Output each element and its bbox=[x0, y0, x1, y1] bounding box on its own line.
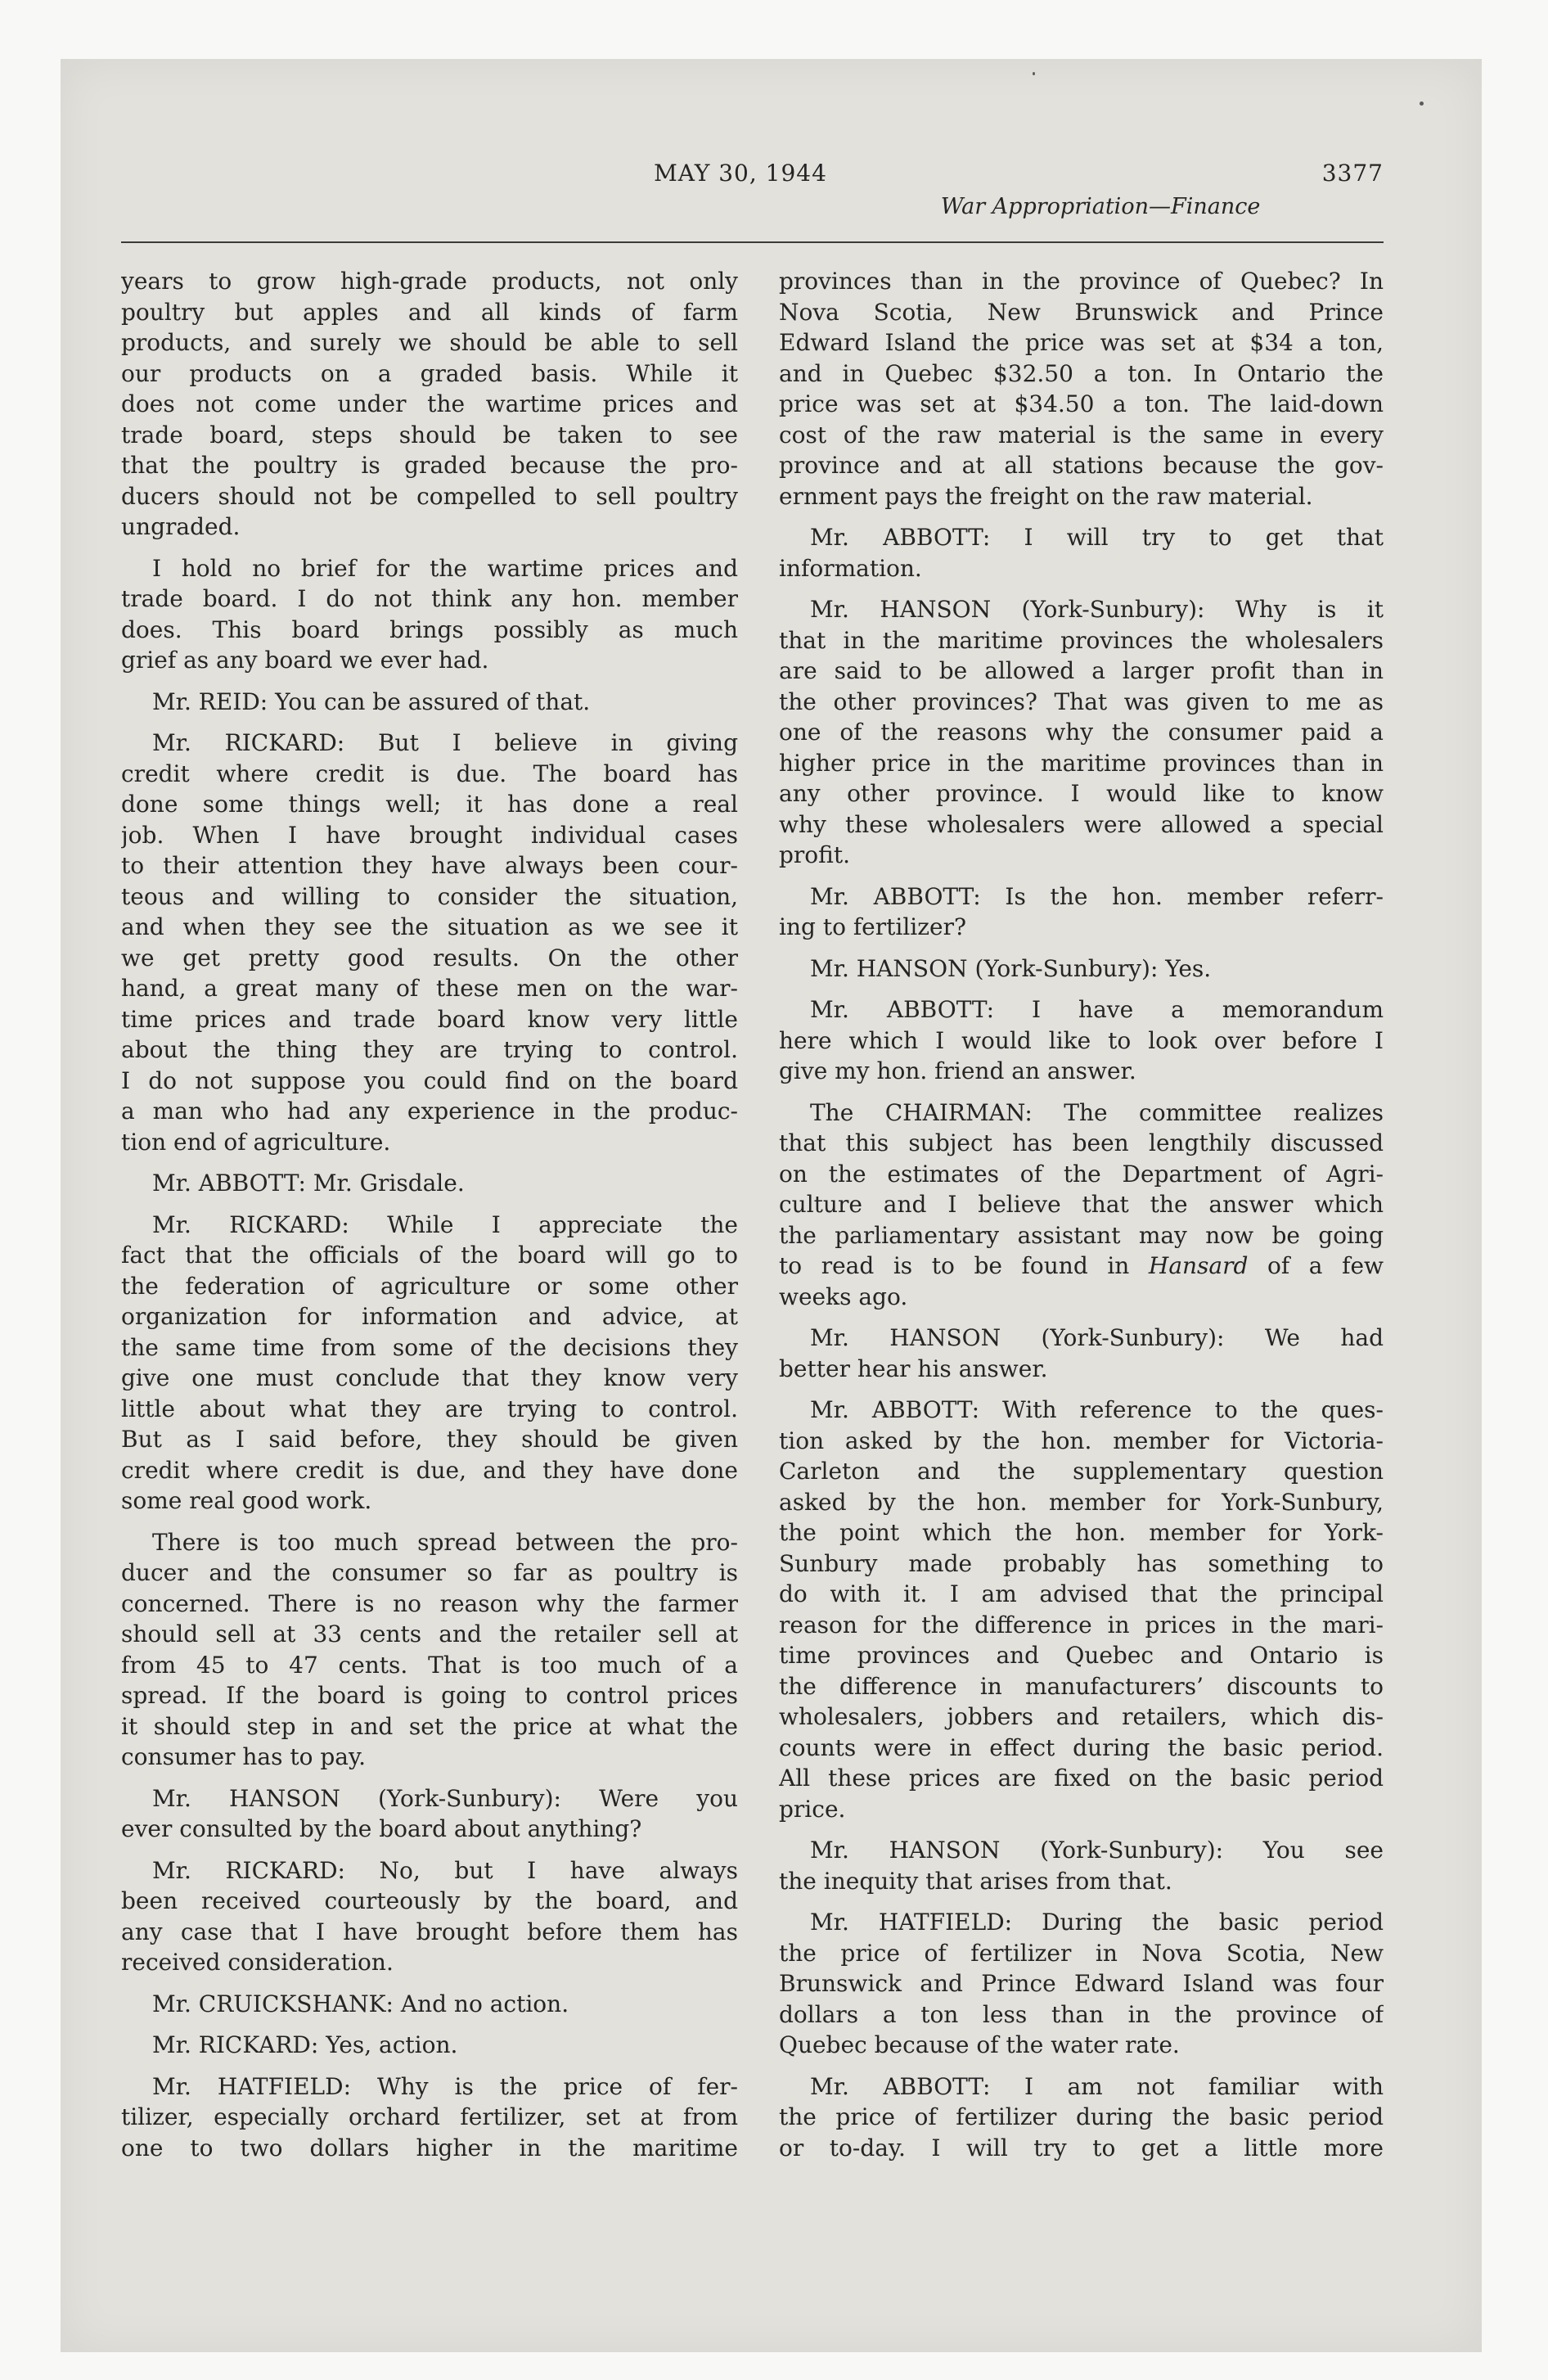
paragraph bbox=[779, 1098, 1384, 1313]
text-line: the federation of agriculture or some other bbox=[121, 1272, 738, 1300]
text-line: Mr. HANSON (York-Sunbury): Why is it bbox=[810, 596, 1384, 623]
running-title: War Appropriation—Finance bbox=[940, 194, 1261, 219]
text-line: the difference in manufacturers’ discounts to bbox=[779, 1672, 1384, 1700]
text-line: Carleton and the supplementary question bbox=[779, 1458, 1384, 1485]
paragraph bbox=[121, 1783, 738, 1845]
paragraph bbox=[779, 2071, 1384, 2164]
text-line: does. This board brings possibly as much bbox=[121, 615, 738, 643]
text-line: Quebec because of the water rate. bbox=[779, 2031, 1180, 2058]
text-line: dollars a ton less than in the province of bbox=[779, 2000, 1384, 2028]
text-line: products, and surely we should be able to sell bbox=[121, 329, 738, 356]
paragraph bbox=[121, 1527, 738, 1773]
text-line: profit. bbox=[779, 841, 850, 868]
text-line: Sunbury made probably has something to bbox=[779, 1549, 1384, 1577]
text-line: that in the maritime provinces the wholesalers bbox=[779, 626, 1384, 654]
text-line: that the poultry is graded because the pro- bbox=[121, 452, 738, 479]
text-line: one of the reasons why the consumer paid a bbox=[779, 719, 1384, 746]
text-line: here which I would like to look over before I bbox=[779, 1026, 1384, 1054]
text-line: credit where credit is due, and they have done bbox=[121, 1456, 738, 1484]
text-line: ungraded. bbox=[121, 513, 241, 540]
text-line: tion asked by the hon. member for Victoria- bbox=[779, 1427, 1384, 1454]
text-line: give one must conclude that they know very bbox=[121, 1364, 738, 1391]
page-number: 3377 bbox=[1321, 160, 1384, 187]
text-line: better hear his answer. bbox=[779, 1355, 1048, 1382]
text-line: any case that I have brought before them has bbox=[121, 1918, 738, 1945]
paragraph bbox=[779, 266, 1384, 512]
text-line: on the estimates of the Department of Agri- bbox=[779, 1160, 1384, 1188]
text-line: There is too much spread between the pro- bbox=[152, 1528, 738, 1556]
paragraph bbox=[121, 1855, 738, 1978]
text-line: Mr. ABBOTT: Mr. Grisdale. bbox=[152, 1170, 465, 1197]
text-line: Edward Island the price was set at $34 a ton, bbox=[779, 329, 1384, 356]
text-line: tion end of agriculture. bbox=[121, 1128, 391, 1156]
text-segment: to read is to be found in bbox=[779, 1252, 1149, 1279]
text-line: poultry but apples and all kinds of farm bbox=[121, 298, 738, 326]
text-line: Mr. ABBOTT: Is the hon. member referr- bbox=[810, 882, 1384, 910]
text-line: years to grow high-grade products, not only bbox=[121, 268, 738, 295]
text-line: credit where credit is due. The board has bbox=[121, 760, 738, 787]
text-line: teous and willing to consider the situation, bbox=[121, 882, 738, 910]
text-line: Mr. HANSON (York-Sunbury): We had bbox=[810, 1324, 1384, 1351]
text-line: price. bbox=[779, 1795, 846, 1823]
paragraph bbox=[779, 1907, 1384, 2061]
text-line: ducers should not be compelled to sell poultry bbox=[121, 482, 738, 510]
text-line: our products on a graded basis. While it bbox=[121, 359, 738, 387]
text-line: Mr. ABBOTT: With reference to the ques- bbox=[810, 1396, 1384, 1423]
text-line: ever consulted by the board about anything? bbox=[121, 1815, 642, 1842]
text-line: does not come under the wartime prices and bbox=[121, 390, 738, 417]
text-line: the inequity that arises from that. bbox=[779, 1867, 1172, 1895]
paragraph bbox=[779, 1395, 1384, 1824]
text-line: weeks ago. bbox=[779, 1282, 908, 1310]
paragraph bbox=[779, 522, 1384, 584]
text-line: some real good work. bbox=[121, 1487, 372, 1514]
text-line: consumer has to pay. bbox=[121, 1743, 367, 1770]
text-line: the other provinces? That was given to me as bbox=[779, 687, 1384, 715]
text-line: about the thing they are trying to control. bbox=[121, 1036, 738, 1063]
text-line: concerned. There is no reason why the farmer bbox=[121, 1589, 738, 1617]
text-line: ernment pays the freight on the raw material. bbox=[779, 482, 1313, 510]
text-line: reason for the difference in prices in the mari- bbox=[779, 1611, 1384, 1639]
text-line: the point which the hon. member for York- bbox=[779, 1519, 1384, 1546]
text-line: grief as any board we ever had. bbox=[121, 647, 489, 674]
text-line: job. When I have brought individual cases bbox=[121, 821, 738, 849]
text-line: been received courteously by the board, and bbox=[121, 1887, 738, 1914]
text-line: provinces than in the province of Quebec? In bbox=[779, 268, 1384, 295]
text-line: information. bbox=[779, 554, 922, 582]
text-line: Mr. HANSON (York-Sunbury): Were you bbox=[152, 1784, 738, 1812]
paragraph bbox=[121, 2030, 738, 2061]
paragraph bbox=[779, 881, 1384, 943]
text-line: to their attention they have always been cour- bbox=[121, 852, 738, 879]
paragraph bbox=[121, 687, 738, 718]
right-column bbox=[779, 266, 1384, 2163]
left-column bbox=[121, 266, 738, 2163]
paragraph bbox=[779, 953, 1384, 985]
header-rule bbox=[121, 241, 1384, 243]
text-line: Mr. RICKARD: No, but I have always bbox=[152, 1856, 738, 1884]
text-line: any other province. I would like to know bbox=[779, 780, 1384, 807]
text-line: Mr. RICKARD: But I believe in giving bbox=[152, 729, 738, 756]
text-line: do with it. I am advised that the principal bbox=[779, 1580, 1384, 1607]
scan-speck bbox=[1033, 72, 1035, 75]
text-line: little about what they are trying to control. bbox=[121, 1395, 738, 1422]
text-line: Mr. HATFIELD: During the basic period bbox=[810, 1909, 1384, 1936]
text-line: the parliamentary assistant may now be going bbox=[779, 1221, 1384, 1249]
text-line: the price of fertilizer in Nova Scotia, New bbox=[779, 1939, 1384, 1967]
text-line: it should step in and set the price at what the bbox=[121, 1712, 738, 1740]
text-line: organization for information and advice, at bbox=[121, 1303, 738, 1330]
text-line: Mr. RICKARD: While I appreciate the bbox=[152, 1210, 738, 1238]
text-line: But as I said before, they should be given bbox=[121, 1426, 738, 1453]
paragraph bbox=[779, 1835, 1384, 1896]
text-line: trade board. I do not think any hon. member bbox=[121, 585, 738, 612]
text-line: province and at all stations because the gov- bbox=[779, 452, 1384, 479]
text-line: received consideration. bbox=[121, 1949, 394, 1976]
text-line: why these wholesalers were allowed a special bbox=[779, 810, 1384, 838]
text-line: and when they see the situation as we see it bbox=[121, 913, 738, 940]
text-line: Mr. HANSON (York-Sunbury): Yes. bbox=[810, 954, 1212, 982]
text-line: spread. If the board is going to control prices bbox=[121, 1682, 738, 1709]
paragraph bbox=[121, 553, 738, 676]
text-line: hand, a great many of these men on the war- bbox=[121, 975, 738, 1002]
text-line: one to two dollars higher in the maritime bbox=[121, 2134, 738, 2161]
text-line: Mr. ABBOTT: I have a memorandum bbox=[810, 996, 1384, 1023]
text-line: the price of fertilizer during the basic period bbox=[779, 2103, 1384, 2130]
text-line: Mr. HATFIELD: Why is the price of fer- bbox=[152, 2072, 738, 2100]
text-line: I hold no brief for the wartime prices and bbox=[152, 554, 738, 582]
text-line: Mr. ABBOTT: I will try to get that bbox=[810, 524, 1384, 551]
text-line: cost of the raw material is the same in every bbox=[779, 421, 1384, 449]
text-line: counts were in effect during the basic period. bbox=[779, 1733, 1384, 1761]
text-line: trade board, steps should be taken to see bbox=[121, 421, 738, 449]
text-line: Mr. CRUICKSHANK: And no action. bbox=[152, 1990, 569, 2017]
text-line: and in Quebec $32.50 a ton. In Ontario the bbox=[779, 359, 1384, 387]
text-line: ing to fertilizer? bbox=[779, 913, 966, 940]
page-date: MAY 30, 1944 bbox=[654, 160, 827, 187]
text-line: asked by the hon. member for York-Sunbury, bbox=[779, 1488, 1384, 1516]
text-line: price was set at $34.50 a ton. The laid-down bbox=[779, 390, 1384, 417]
document-page bbox=[61, 59, 1482, 2352]
text-line: Brunswick and Prince Edward Island was four bbox=[779, 1970, 1384, 1997]
text-line: a man who had any experience in the produc- bbox=[121, 1098, 738, 1125]
paragraph bbox=[121, 1168, 738, 1199]
text-line: The CHAIRMAN: The committee realizes bbox=[810, 1098, 1384, 1126]
text-line: Mr. ABBOTT: I am not familiar with bbox=[810, 2072, 1384, 2100]
text-line: Nova Scotia, New Brunswick and Prince bbox=[779, 298, 1384, 326]
text-line: All these prices are fixed on the basic period bbox=[779, 1765, 1384, 1792]
text-line: Mr. REID: You can be assured of that. bbox=[152, 687, 591, 715]
text-line: time prices and trade board know very little bbox=[121, 1005, 738, 1033]
text-segment: of a few bbox=[1248, 1252, 1384, 1279]
paragraph bbox=[121, 266, 738, 543]
text-line: we get pretty good results. On the other bbox=[121, 944, 738, 971]
paragraph bbox=[121, 728, 738, 1157]
text-line: are said to be allowed a larger profit than in bbox=[779, 657, 1384, 684]
text-line: higher price in the maritime provinces than in bbox=[779, 749, 1384, 777]
text-line bbox=[779, 1251, 1384, 1282]
text-line: time provinces and Quebec and Ontario is bbox=[779, 1642, 1384, 1669]
text-line: I do not suppose you could find on the board bbox=[121, 1066, 738, 1094]
text-line: wholesalers, jobbers and retailers, which dis- bbox=[779, 1703, 1384, 1730]
paragraph bbox=[779, 994, 1384, 1087]
text-line: tilizer, especially orchard fertilizer, set at from bbox=[121, 2103, 738, 2130]
text-line: give my hon. friend an answer. bbox=[779, 1057, 1136, 1084]
text-line: Mr. HANSON (York-Sunbury): You see bbox=[810, 1837, 1384, 1864]
paragraph bbox=[121, 1210, 738, 1517]
text-line: the same time from some of the decisions they bbox=[121, 1333, 738, 1361]
text-line: Mr. RICKARD: Yes, action. bbox=[152, 2031, 458, 2058]
text-line: or to-day. I will try to get a little more bbox=[779, 2134, 1384, 2161]
text-line: from 45 to 47 cents. That is too much of a bbox=[121, 1651, 738, 1679]
text-line: ducer and the consumer so far as poultry is bbox=[121, 1559, 738, 1586]
scan-speck bbox=[1420, 101, 1424, 106]
text-line: fact that the officials of the board will go to bbox=[121, 1242, 738, 1269]
text-line: that this subject has been lengthily discussed bbox=[779, 1129, 1384, 1156]
italic-title: Hansard bbox=[1148, 1252, 1249, 1279]
text-line: culture and I believe that the answer which bbox=[779, 1191, 1384, 1218]
text-line: done some things well; it has done a real bbox=[121, 791, 738, 818]
paragraph bbox=[121, 1989, 738, 2020]
paragraph bbox=[121, 2071, 738, 2164]
paragraph bbox=[779, 594, 1384, 871]
paragraph bbox=[779, 1323, 1384, 1384]
text-line: should sell at 33 cents and the retailer sell at bbox=[121, 1620, 738, 1648]
